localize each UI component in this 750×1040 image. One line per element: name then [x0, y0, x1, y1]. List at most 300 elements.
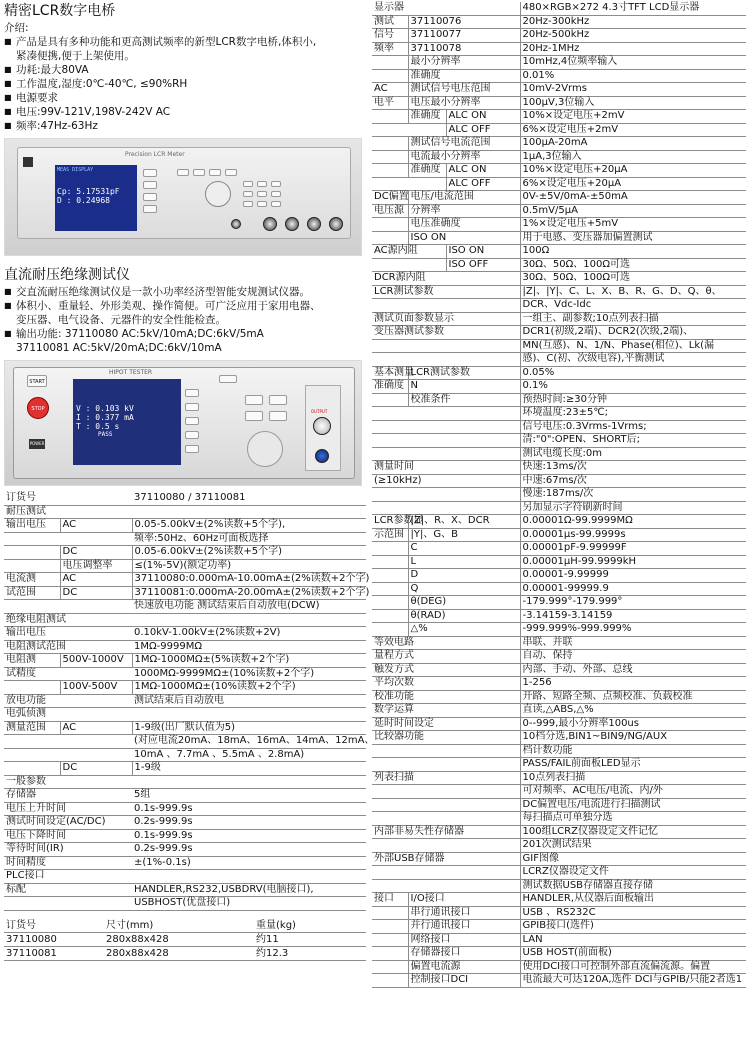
table-row: [372, 609, 746, 623]
spec-label: [4, 546, 60, 560]
spec-value: |Z|、|Y|、C、L、X、B、R、G、D、Q、θ、: [520, 285, 746, 299]
spec-sublabel: N: [408, 380, 520, 394]
spec-label: [372, 596, 408, 610]
table-row: [4, 519, 366, 533]
spec-sublabel: Q: [408, 582, 520, 596]
spec-sublabel: [60, 627, 132, 641]
spec-label: [4, 600, 60, 614]
spec-sublabel: DC: [60, 762, 132, 776]
spec-sublabel: [60, 532, 132, 546]
spec-value: 0--999,最小分辨率100us: [520, 717, 746, 731]
spec-sublabel: 500V-1000V: [60, 654, 132, 668]
spec-label: [372, 555, 408, 569]
table-row: [372, 825, 746, 839]
table-row: [372, 731, 746, 745]
spec-label: [372, 164, 408, 178]
spec-sublabel: [60, 897, 132, 911]
spec-sublabel: 测试信号电压范围: [408, 83, 520, 97]
spec-value: ±(1%-0.1s): [132, 856, 366, 870]
table-row: [372, 677, 746, 691]
hipot-intro-item: ■ 输出功能: 37110080 AC:5kV/10mA;DC:6kV/5mA: [4, 327, 366, 341]
spec-label: 电流测: [4, 573, 60, 587]
spec-mode: ALC OFF: [446, 177, 520, 191]
table-row: [4, 946, 366, 960]
spec-sublabel: 准确度: [408, 110, 446, 124]
table-row: [4, 600, 366, 614]
table-row: [4, 694, 366, 708]
spec-value: 0.00001-9.99999: [520, 569, 746, 583]
spec-sublabel: [60, 883, 132, 897]
spec-sublabel: 100V-500V: [60, 681, 132, 695]
spec-sublabel: I/O接口: [408, 893, 520, 907]
spec-value: 10mV-2Vrms: [520, 83, 746, 97]
spec-value: USBHOST(优盘接口): [132, 897, 366, 911]
spec-value: 0.1s-999.9s: [132, 829, 366, 843]
spec-label: DCR源内阻: [372, 272, 520, 286]
spec-sublabel: DC: [60, 546, 132, 560]
spec-label: [372, 434, 520, 448]
table-row: [4, 721, 366, 735]
spec-label: [372, 137, 408, 151]
spec-label: [372, 920, 408, 934]
table-row: [372, 407, 746, 421]
spec-label: [372, 231, 408, 245]
spec-sublabel: 并行通讯接口: [408, 920, 520, 934]
spec-label: [372, 258, 446, 272]
spec-label: [4, 532, 60, 546]
spec-label: [372, 879, 520, 893]
hipot-i-line: I : 0.377 mA: [76, 413, 134, 422]
spec-value: 0.5mV/5μA: [520, 204, 746, 218]
spec-value: 0.00001Ω-99.9999MΩ: [520, 515, 746, 529]
table-row: [372, 231, 746, 245]
table-row: [372, 191, 746, 205]
spec-sublabel: △%: [408, 623, 520, 637]
lcr-intro-item: ■ 工作温度,湿度:0℃-40℃, ≤90%RH: [4, 77, 366, 91]
table-row: [372, 272, 746, 286]
spec-label: [372, 542, 408, 556]
spec-label: 标配: [4, 883, 60, 897]
table-row: [372, 758, 746, 772]
spec-value: 测试数据USB存储器直接存储: [520, 879, 746, 893]
spec-value: 另加显示字符刷新时间: [520, 501, 746, 515]
spec-label: 测试页面参数显示: [372, 312, 520, 326]
spec-sublabel: 控制接口DCI: [408, 974, 520, 988]
spec-label: LCR测试参数: [372, 285, 520, 299]
spec-label: 测试时间设定(AC/DC): [4, 816, 132, 830]
spec-label: [372, 960, 408, 974]
table-row: [4, 613, 366, 627]
table-row: [4, 627, 366, 641]
spec-value: 0.00001μH-99.9999kH: [520, 555, 746, 569]
lcr-screen-line1: Cp: 5.17531pF: [57, 187, 120, 196]
table-row: [372, 326, 746, 340]
spec-label: 变压器测试参数: [372, 326, 520, 340]
spec-sublabel: C: [408, 542, 520, 556]
spec-sublabel: AC: [60, 721, 132, 735]
spec-value: 6%×设定电压+2mV: [520, 123, 746, 137]
spec-value: 10mA 、7.7mA 、5.5mA 、2.8mA): [132, 748, 366, 762]
spec-value: 中速:67ms/次: [520, 474, 746, 488]
table-row: [372, 866, 746, 880]
spec-label: [4, 735, 60, 749]
order-table: [4, 919, 366, 961]
lcr-spec-table: [372, 2, 746, 988]
spec-sublabel: |Z|、R、X、DCR: [408, 515, 520, 529]
hipot-intro-item: ■ 体积小、重量轻、外形美观、操作简便。可广泛应用于家用电器、: [4, 299, 366, 313]
table-row: [4, 932, 366, 946]
spec-label: [372, 798, 520, 812]
spec-label: [372, 582, 408, 596]
table-row: [372, 515, 746, 529]
spec-label: 放电功能: [4, 694, 60, 708]
spec-value: 0.00001-99999.9: [520, 582, 746, 596]
table-row: [372, 933, 746, 947]
spec-value: 串联、并联: [520, 636, 746, 650]
table-row: [372, 150, 746, 164]
spec-label: 比较器功能: [372, 731, 520, 745]
spec-sublabel: D: [408, 569, 520, 583]
spec-value: 20Hz-1MHz: [520, 42, 746, 56]
spec-label: 输出电压: [4, 627, 60, 641]
spec-label: DC偏置: [374, 191, 409, 202]
spec-label: 等效电路: [372, 636, 520, 650]
table-row: [372, 528, 746, 542]
table-row: [372, 771, 746, 785]
spec-sublabel: 网络接口: [408, 933, 520, 947]
lcr-intro-label: 介绍:: [4, 22, 29, 34]
hipot-screen: [73, 379, 181, 465]
table-row: [372, 434, 746, 448]
spec-sublabel: [60, 492, 132, 505]
spec-sublabel: 电压最小分辨率: [408, 96, 520, 110]
spec-mode: ALC ON: [446, 164, 520, 178]
spec-value: -179.999°-179.999°: [520, 596, 746, 610]
table-row: [372, 623, 746, 637]
spec-label: 列表扫描: [372, 771, 520, 785]
table-row: [372, 974, 746, 988]
spec-sublabel: 准确度: [408, 69, 520, 83]
lcr-meter-image: [4, 138, 362, 256]
spec-value: HANDLER,RS232,USBDRV(电脑接口),: [132, 883, 366, 897]
spec-sublabel: 偏置电流源: [408, 960, 520, 974]
table-row: [372, 650, 746, 664]
spec-label: 等待时间(IR): [4, 843, 132, 857]
table-row: [4, 843, 366, 857]
order-cell: 37110081: [4, 946, 104, 960]
spec-value: GIF图像: [520, 852, 746, 866]
spec-value: 480×RGB×272 4.3寸TFT LCD显示器: [520, 2, 746, 15]
spec-value: 0.10kV-1.00kV±(2%读数+2V): [132, 627, 366, 641]
table-row: [372, 420, 746, 434]
spec-value: 10点列表扫描: [520, 771, 746, 785]
section-header: 一般参数: [4, 775, 366, 789]
table-row: [4, 559, 366, 573]
spec-value: 100μV,3位输入: [520, 96, 746, 110]
table-row: [372, 15, 746, 29]
spec-value: 0V-±5V/0mA-±50mA: [520, 191, 746, 205]
spec-label: 电压下降时间: [4, 829, 132, 843]
spec-value: -999.999%-999.999%: [520, 623, 746, 637]
spec-label: [372, 69, 408, 83]
hipot-intro: [4, 285, 366, 355]
spec-label: 电阻测试范围: [4, 640, 132, 654]
spec-label: [372, 110, 408, 124]
spec-value: 清:"0":OPEN、SHORT后;: [520, 434, 746, 448]
table-row: [372, 110, 746, 124]
spec-label: 信号: [372, 29, 408, 43]
spec-value: 0.05-6.00kV±(2%读数+5个字): [132, 546, 366, 560]
spec-label: [372, 488, 520, 502]
spec-label: [372, 758, 520, 772]
spec-sublabel: 37110078: [408, 42, 520, 56]
lcr-intro-item: ■ 频率:47Hz-63Hz: [4, 119, 366, 133]
order-cell: 280x88x428: [104, 932, 254, 946]
table-row: [4, 667, 366, 681]
hipot-intro-item: ■ 交直流耐压绝缘测试仪是一款小功率经济型智能安规测试仪器。: [4, 285, 366, 299]
spec-value: 20Hz-300kHz: [520, 15, 746, 29]
table-row: [372, 596, 746, 610]
spec-sublabel: [60, 735, 132, 749]
lcr-intro-item: ■ 功耗:最大80VA: [4, 63, 366, 77]
table-row: [372, 56, 746, 70]
table-row: [372, 285, 746, 299]
spec-sublabel: 测试信号电流范围: [408, 137, 520, 151]
spec-value: 10档分选,BIN1~BIN9/NG/AUX: [520, 731, 746, 745]
spec-label: [372, 906, 408, 920]
spec-label: 接口: [372, 893, 408, 907]
spec-label: 校准功能: [372, 690, 520, 704]
spec-label: 电阻测: [4, 654, 60, 668]
table-row: [372, 785, 746, 799]
hipot-spec-table: [4, 492, 375, 911]
spec-value: 0.00001pF-9.99999F: [520, 542, 746, 556]
spec-value: 0.05-5.00kV±(2%读数+5个字),: [132, 519, 366, 533]
spec-value: DCR1(初级,2端)、DCR2(次级,2端)、: [520, 326, 746, 340]
table-row: [372, 353, 746, 367]
spec-sublabel: 最小分辨率: [408, 56, 520, 70]
spec-label: [372, 420, 520, 434]
spec-value: 测试电缆长度:0m: [520, 447, 746, 461]
spec-value: 用于电感、变压器加偏置测试: [520, 231, 746, 245]
spec-sublabel: [60, 694, 132, 708]
spec-label: [372, 447, 520, 461]
hipot-v-line: V : 0.103 kV: [76, 404, 134, 413]
table-row: [372, 812, 746, 826]
spec-label: 存储器: [4, 789, 60, 803]
spec-label: 电压上升时间: [4, 802, 132, 816]
spec-value: -3.14159-3.14159: [520, 609, 746, 623]
table-row: [372, 690, 746, 704]
table-row: [4, 492, 366, 505]
spec-label: 准确度: [372, 380, 408, 394]
spec-label: AC: [372, 83, 408, 97]
spec-value: 档计数功能: [520, 744, 746, 758]
table-row: [372, 245, 746, 259]
spec-value: USB 、RS232C: [520, 906, 746, 920]
hipot-intro-item: 变压器、电气设备、元器件的安全性能检查。: [16, 314, 226, 326]
spec-value: 1-256: [520, 677, 746, 691]
spec-value: GPIB接口(选件): [520, 920, 746, 934]
spec-value: 5组: [132, 789, 366, 803]
spec-value: LCRZ仪器设定文件: [520, 866, 746, 880]
table-row: [4, 546, 366, 560]
order-header: 尺寸(mm): [104, 919, 254, 933]
start-button-image: START: [27, 375, 47, 387]
table-row: [4, 573, 366, 587]
spec-sublabel: θ(RAD): [408, 609, 520, 623]
spec-label: [372, 947, 408, 961]
spec-value: USB HOST(前面板): [520, 947, 746, 961]
spec-sublabel: 校准条件: [408, 393, 520, 407]
spec-value: 频率:50Hz、60Hz可面板选择: [132, 532, 366, 546]
spec-label: [372, 812, 520, 826]
table-row: [4, 640, 366, 654]
spec-label: [372, 353, 520, 367]
order-cell: 约12.3: [254, 946, 366, 960]
spec-mode: ALC ON: [446, 110, 520, 124]
spec-label: [4, 559, 60, 573]
spec-sublabel: θ(DEG): [408, 596, 520, 610]
spec-sublabel: [60, 748, 132, 762]
table-row: [372, 164, 746, 178]
spec-label: [372, 339, 520, 353]
table-row: [372, 582, 746, 596]
table-row: [4, 505, 366, 519]
spec-sublabel: 37110077: [408, 29, 520, 43]
table-row: [372, 177, 746, 191]
spec-label: [372, 393, 408, 407]
spec-value: 开路、短路全频、点频校准、负载校准: [520, 690, 746, 704]
spec-label: [372, 933, 408, 947]
section-header: 耐压测试: [4, 505, 366, 519]
table-row: [372, 717, 746, 731]
hipot-pass: PASS: [98, 431, 113, 438]
table-row: [4, 748, 366, 762]
spec-value: 环境温度:23±5℃;: [520, 407, 746, 421]
spec-label: [4, 681, 60, 695]
spec-value: 使用DCI接口可控制外部直流偏流源。偏置: [520, 960, 746, 974]
spec-value: 直读,△ABS,△%: [520, 704, 746, 718]
spec-value: MN(互感)、N、1/N、Phase(相位)、Lk(漏: [520, 339, 746, 353]
spec-value: 1MΩ-9999MΩ: [132, 640, 366, 654]
lcr-intro-item: ■ 电压:99V-121V,198V-242V AC: [4, 105, 366, 119]
spec-value: 37110081:0.000mA-20.00mA±(2%读数+2个字): [132, 586, 366, 600]
spec-label: 触发方式: [372, 663, 520, 677]
table-row: [372, 461, 746, 475]
table-row: [372, 798, 746, 812]
spec-label: [372, 150, 408, 164]
spec-label: 外部USB存储器: [372, 852, 520, 866]
table-row: [372, 542, 746, 556]
spec-label: 订货号: [4, 492, 60, 505]
spec-value: DCR、Vdc-Idc: [520, 299, 746, 313]
spec-value: 0.00001μs-99.9999s: [520, 528, 746, 542]
table-row: [372, 2, 746, 15]
hipot-intro-item: 37110081 AC:5kV/20mA;DC:6kV/10mA: [16, 342, 222, 354]
spec-value: 10%×设定电压+2mV: [520, 110, 746, 124]
spec-mode: ISO ON: [446, 245, 520, 259]
table-row: [4, 870, 366, 884]
table-row: [4, 735, 366, 749]
left-column: [4, 2, 375, 961]
spec-value: 0.05%: [520, 366, 746, 380]
table-row: [4, 775, 366, 789]
spec-value: 1-9级(出厂默认值为5): [132, 721, 366, 735]
spec-value: (对应电流20mA、18mA、16mA、14mA、12mA、: [134, 735, 375, 746]
table-row: [372, 879, 746, 893]
spec-label: 测试: [372, 15, 408, 29]
lcr-intro-item: ■ 电源要求: [4, 91, 366, 105]
table-row: [372, 312, 746, 326]
spec-value: 6%×设定电压+20μA: [520, 177, 746, 191]
spec-value: 0.01%: [520, 69, 746, 83]
table-row: [372, 123, 746, 137]
spec-value: 10mHz,4位频率输入: [520, 56, 746, 70]
order-header: 重量(kg): [254, 919, 366, 933]
table-row: [372, 555, 746, 569]
table-row: [372, 96, 746, 110]
right-column: [372, 2, 746, 988]
spec-value: 电流最大可达120A,选件 DCI与GPIB/只能2者选1: [520, 974, 746, 988]
table-row: [4, 883, 366, 897]
hipot-tester-image: [4, 360, 362, 486]
spec-label: [372, 407, 520, 421]
spec-label: 试范围: [4, 586, 60, 600]
power-button-image: POWER: [29, 439, 45, 449]
spec-value: DC偏置电压/电流进行扫描测试: [520, 798, 746, 812]
spec-value: 1μA,3位输入: [520, 150, 746, 164]
table-row: [372, 380, 746, 394]
spec-label: 延时时间设定: [372, 717, 520, 731]
order-cell: 约11: [254, 932, 366, 946]
spec-label: [372, 785, 520, 799]
spec-label: 时间精度: [4, 856, 60, 870]
spec-value: 37110080:0.000mA-10.00mA±(2%读数+2个字): [132, 573, 366, 587]
table-row: [372, 906, 746, 920]
table-row: [4, 816, 366, 830]
spec-label: [372, 974, 408, 988]
spec-sublabel: AC: [60, 519, 132, 533]
spec-value: 100组LCRZ仪器设定文件记忆: [520, 825, 746, 839]
spec-value: 1000MΩ-9999MΩ±(10%读数+2个字): [132, 667, 366, 681]
order-header: 订货号: [4, 919, 104, 933]
spec-value: 一组主、副参数;10点列表扫描: [520, 312, 746, 326]
spec-label: 测量时间: [372, 461, 520, 475]
spec-sublabel: 准确度: [408, 164, 446, 178]
spec-value: 信号电压:0.3Vrms-1Vrms;: [520, 420, 746, 434]
spec-label: 频率: [372, 42, 408, 56]
spec-label: 试精度: [4, 667, 60, 681]
table-row: [372, 366, 746, 380]
spec-sublabel: LCR测试参数: [408, 366, 520, 380]
spec-value: 100μA-20mA: [520, 137, 746, 151]
table-row: [372, 69, 746, 83]
spec-label: AC源内阻: [372, 245, 446, 259]
spec-value: 100Ω: [520, 245, 746, 259]
spec-value: 可对频率、AC电压/电流、内/外: [520, 785, 746, 799]
spec-value: 10%×设定电压+20μA: [520, 164, 746, 178]
spec-label: [4, 897, 60, 911]
spec-label: [372, 177, 446, 191]
table-row: [372, 42, 746, 56]
spec-label: 内部非易失性存储器: [372, 825, 520, 839]
spec-label: 显示器: [372, 2, 520, 15]
spec-value: 37110080 / 37110081: [132, 492, 366, 505]
section-header: PLC接口: [4, 870, 366, 884]
spec-label: 测量范围: [4, 721, 60, 735]
hipot-t-line: T : 0.5 s: [76, 422, 120, 431]
